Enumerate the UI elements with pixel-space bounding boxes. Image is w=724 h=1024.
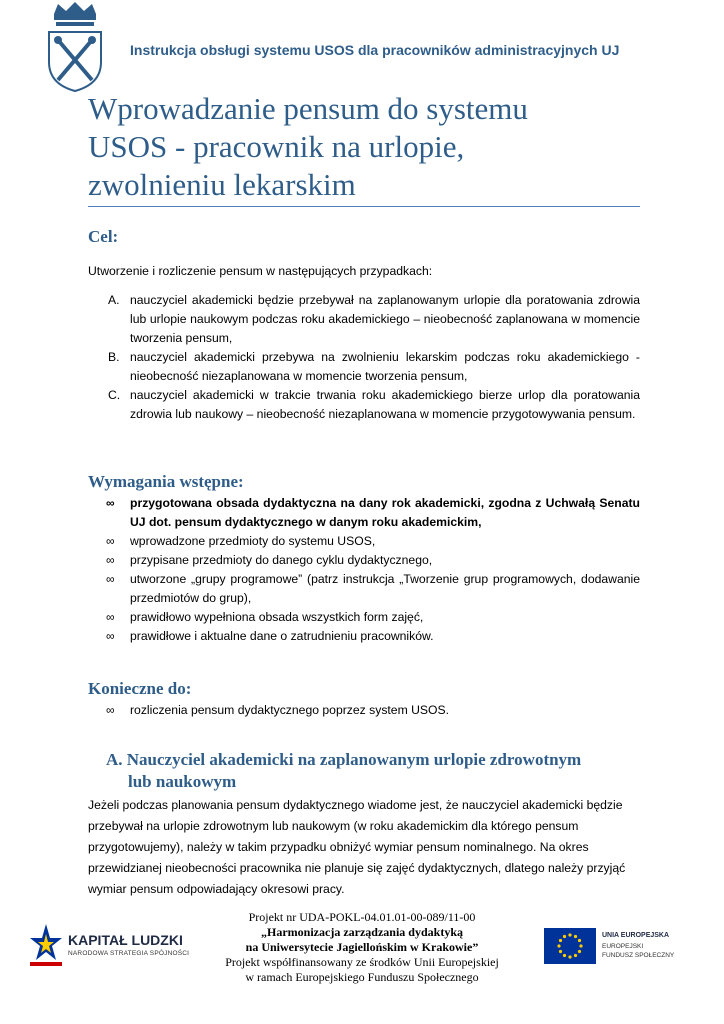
list-item [88,348,640,386]
infinity-bullet-icon: ∞ [106,610,115,624]
list-item [88,386,640,424]
list-item [88,291,640,348]
list-item-text: rozliczenia pensum dydaktycznego poprzez system USOS. [130,703,450,717]
eu-line: UNIA EUROPEJSKA [602,932,670,939]
kapital-ludzki-logo [30,918,190,974]
infinity-bullet-icon: ∞ [106,572,115,586]
uj-crest-logo [44,2,106,92]
konieczne-list [88,701,640,720]
eu-flag-icon [544,928,596,964]
kl-subtitle: NARODOWA STRATEGIA SPÓJNOŚCI [68,950,190,957]
list-item [88,551,640,570]
infinity-bullet-icon: ∞ [106,703,115,717]
footer-line: Projekt współfinansowany ze środków Unii Europejskiej [225,955,499,969]
section-a-heading-line: lub naukowym [128,772,237,791]
section-a-body: Jeżeli podczas planowania pensum dydaktycznego wiadome jest, że nauczyciel akademicki będzie przebywał na urlopie zdrowotnym lub naukowym (w roku akademickim dla którego pensum przygotowujemy), należy w takim przypadku obniżyć wymiar pensum nominalnego. Na okres przewidzianej nieobecności pracownika nie planuje się zajęć dydaktycznych, dlatego należy przyjąć wymiar pensum odpowiadający okresowi pracy. [88,798,626,896]
list-item-text: przypisane przedmioty do danego cyklu dydaktycznego, [130,553,433,567]
shield-icon [49,32,101,91]
list-item-text: prawidłowe i aktualne dane o zatrudnieniu pracowników. [130,629,434,643]
list-item [88,701,640,720]
list-item [88,532,640,551]
header-title: Instrukcja obsługi systemu USOS dla pracowników administracyjnych UJ [130,42,620,58]
list-item-text: nauczyciel akademicki w trakcie trwania roku akademickiego bierze urlop dla poratowania zdrowia lub naukowy – nieobecność niezaplanowana w momencie przygotowywania pensum. [130,388,640,421]
page-title [88,90,648,204]
section-marker: A. [106,750,123,769]
list-item-text: nauczyciel akademicki będzie przebywał na zaplanowanym urlopie dla poratowania zdrowia lub urlopie naukowym podczas roku akademickiego – nieobecność zaplanowana w momencie tworzenia pensum, [130,293,640,345]
footer-line: w ramach Europejskiego Funduszu Społecznego [245,970,479,984]
list-marker: B. [108,350,120,364]
eu-line: FUNDUSZ SPOŁECZNY [602,952,675,959]
section-a-heading-line: Nauczyciel akademicki na zaplanowanym urlopie zdrowotnym [126,750,582,769]
title-line: Wprowadzanie pensum do systemu [88,91,528,126]
list-item [88,494,640,532]
infinity-bullet-icon: ∞ [106,496,115,510]
list-item [88,627,640,646]
list-item-text: prawidłowo wypełniona obsada wszystkich form zajęć, [130,610,424,624]
footer-project-info [212,910,512,985]
infinity-bullet-icon: ∞ [106,629,115,643]
eu-logo [538,920,688,970]
cel-heading: Cel: [88,227,119,246]
list-marker: A. [108,293,120,307]
konieczne-heading: Konieczne do: [88,679,192,698]
list-item [88,608,640,627]
crown-icon [54,2,96,26]
list-item-text: wprowadzone przedmioty do systemu USOS, [130,534,376,548]
eu-line: EUROPEJSKI [602,943,644,950]
kl-title: KAPITAŁ LUDZKI [68,932,183,948]
list-item-text: utworzone „grupy programowe” (patrz instrukcja „Tworzenie grup programowych, dodawanie przedmiotów do grup), [130,572,640,605]
title-line: USOS - pracownik na urlopie, [88,129,465,164]
footer-line: Projekt nr UDA-POKL-04.01.01-00-089/11-00 [248,910,476,924]
wymagania-list [88,494,640,646]
title-divider [88,206,640,207]
title-line: zwolnieniu lekarskim [88,167,356,202]
cel-list [88,291,640,424]
infinity-bullet-icon: ∞ [106,534,115,548]
infinity-bullet-icon: ∞ [106,553,115,567]
list-item-text: przygotowana obsada dydaktyczna na dany rok akademicki, zgodna z Uchwałą Senatu UJ dot. pensum dydaktycznego w danym roku akademickim, [130,496,640,529]
footer-line: „Harmonizacja zarządzania dydaktyką [261,925,463,939]
list-item-text: nauczyciel akademicki przebywa na zwolnieniu lekarskim podczas roku akademickiego - nieobecność niezaplanowana w momencie tworzenia pensum, [130,350,640,383]
cel-intro: Utworzenie i rozliczenie pensum w następujących przypadkach: [88,264,433,278]
star-logo-icon [30,922,62,970]
list-marker: C. [108,388,121,402]
section-a-heading [106,749,646,793]
footer-line: na Uniwersytecie Jagiellońskim w Krakowie” [245,940,479,954]
list-item [88,570,640,608]
wymagania-heading: Wymagania wstępne: [88,472,244,491]
